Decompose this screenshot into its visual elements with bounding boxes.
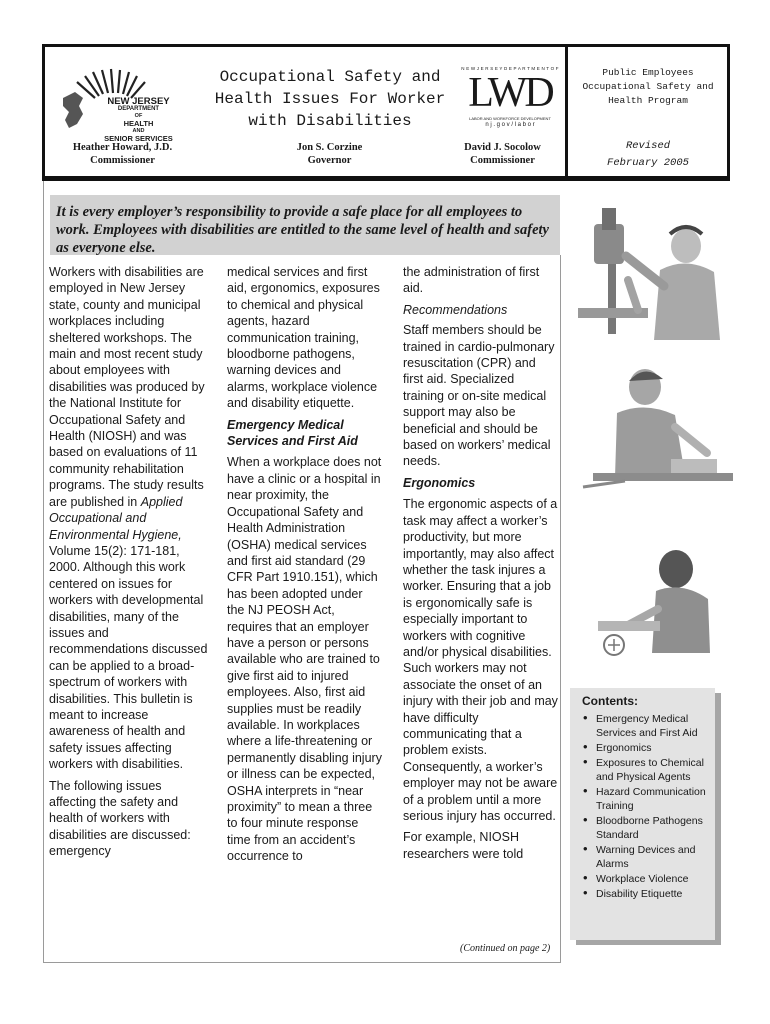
continued-note: (Continued on page 2): [460, 943, 551, 954]
paragraph: medical services and first aid, ergonomics, exposures to chemical and physical agents, hazard communication training, bloodborne pathogens, warning devices and alarms, workplace violence and disability etiquette.: [227, 265, 380, 411]
worker-desk-illustration: [575, 355, 735, 505]
contents-item: • Exposures to Chemical and Physical Agents: [596, 756, 709, 784]
contents-item: • Warning Devices and Alarms: [596, 843, 709, 871]
title-line-3: with Disabilities: [248, 112, 412, 130]
header-divider: [565, 44, 568, 180]
contents-item: • Ergonomics: [596, 741, 709, 755]
lwd-top-text: N E W J E R S E Y D E P A R T M E N T O F: [461, 66, 559, 71]
logo-line-6: SENIOR SERVICES: [104, 134, 173, 143]
column-3: [403, 264, 558, 867]
section-heading: Emergency Medical Services and First Aid: [227, 417, 358, 449]
program-line-1: Public Employees: [602, 67, 694, 78]
official-name: David J. Socolow: [464, 142, 541, 153]
contents-box: [570, 688, 715, 940]
contents-item: • Hazard Communication Training: [596, 785, 709, 813]
text-run: Workers with disabilities are employed in New Jersey state, county and municipal workplaces including sheltered workshops. The main and most recent study about employees with disabilities was produced by the National Institute for Occupational Safety and Health (NIOSH) and was based on evaluations of 11 community rehabilitation programs. The study results are published in: [49, 265, 205, 509]
program-name: [572, 66, 724, 108]
contents-item: • Disability Etiquette: [596, 887, 709, 901]
paragraph: Staff members should be trained in cardio-pulmonary resuscitation (CPR) and first aid. Specialized training or on-site medical support may also be beneficial and should be based on workers’ medical needs.: [403, 323, 555, 469]
worker-machine-illustration: [568, 190, 738, 350]
subheading: Recommendations: [403, 302, 508, 317]
official-title: Governor: [307, 155, 352, 166]
column-2: [227, 264, 382, 870]
journal-title: Applied Occupational and Environmental Hygiene,: [49, 494, 183, 542]
contents-item: • Workplace Violence: [596, 872, 709, 886]
contents-list: [582, 712, 709, 901]
paragraph: the administration of first aid.: [403, 265, 540, 296]
worker-assembly-illustration: [592, 525, 737, 675]
program-line-2: Occupational Safety and: [582, 81, 714, 92]
contents-item: • Emergency Medical Services and First Aid: [596, 712, 709, 740]
lwd-url: n j . g o v / l a b o r: [485, 122, 535, 128]
section-heading: Ergonomics: [403, 475, 476, 490]
contents-heading: Contents:: [582, 694, 638, 708]
official-title: Commissioner: [90, 155, 155, 166]
program-line-3: Health Program: [608, 95, 688, 106]
official-labor: [440, 141, 565, 167]
official-name: Heather Howard, J.D.: [72, 142, 173, 153]
official-name: Jon S. Corzine: [296, 142, 363, 153]
paragraph: For example, NIOSH researchers were told: [403, 830, 524, 861]
content-right-border: [560, 255, 561, 963]
lwd-letters: LWD: [468, 70, 552, 116]
lwd-sub-text: LABOR AND WORKFORCE DEVELOPMENT: [469, 116, 551, 121]
official-title: Commissioner: [470, 155, 535, 166]
contents-item: • Bloodborne Pathogens Standard: [596, 814, 709, 842]
logo-line-1: NEW JERSEY: [107, 96, 170, 107]
nj-health-logo: [55, 68, 190, 143]
text-run: Volume 15(2): 171-181, 2000. Although this work centered on issues for workers with developmental disabilities, many of the issues and recommendations discussed can be applied to a broad-spectrum of workers with disabilities. This bulletin is meant to increase awareness of health and safety issues affecting workers with disabilities.: [49, 543, 208, 772]
paragraph: [49, 264, 209, 773]
intro-statement: It is every employer’s responsibility to provide a safe place for all employees to work. Employees with disabilities are entitled to the same level of health and safety as everyone else.: [56, 204, 549, 256]
revised-label: Revised: [625, 140, 671, 152]
paragraph: The following issues affecting the safety and health of workers with disabilities are discussed: emergency: [49, 778, 191, 859]
column-1: [49, 264, 209, 865]
revised-month: February 2005: [607, 157, 689, 169]
revised-date: [572, 138, 724, 172]
lwd-logo: [460, 66, 560, 132]
title-line-1: Occupational Safety and: [219, 68, 441, 86]
logo-line-4: HEALTH: [123, 119, 154, 128]
official-health: [55, 141, 190, 167]
official-governor: [262, 141, 397, 167]
logo-line-3: OF: [134, 113, 143, 119]
title-line-2: Health Issues For Worker: [214, 90, 446, 108]
logo-line-2: DEPARTMENT: [117, 106, 160, 112]
page-title: [200, 66, 460, 132]
paragraph: The ergonomic aspects of a task may affect a worker’s productivity, but more importantly, may also affect whether the task injures a worker. Ensuring that a job is ergonomically safe is especially important to workers with cognitive and/or physical disabilities. Such workers may not associate the onset of an injury with their job and may have difficulty communicating that a problem exists. Consequently, a worker’s employer may not be aware of a problem until a more serious injury has occurred.: [403, 497, 558, 823]
logo-line-5: AND: [132, 128, 145, 134]
paragraph: When a workplace does not have a clinic or a hospital in near proximity, the Occupational Safety and Health Administration (OSHA) medical services and first aid standard (29 CFR Part 1910.151), which has been adopted under the NJ PEOSH Act, requires that an employer have a person or persons available who are trained to give first aid to injured employees. Also, first aid supplies must be readily available. In workplaces where a life-threatening or permanently disabling injury or illness can be expected, OSHA interprets in “near proximity” to mean a three to four minute response time from an accident’s occurrence to: [227, 455, 382, 864]
